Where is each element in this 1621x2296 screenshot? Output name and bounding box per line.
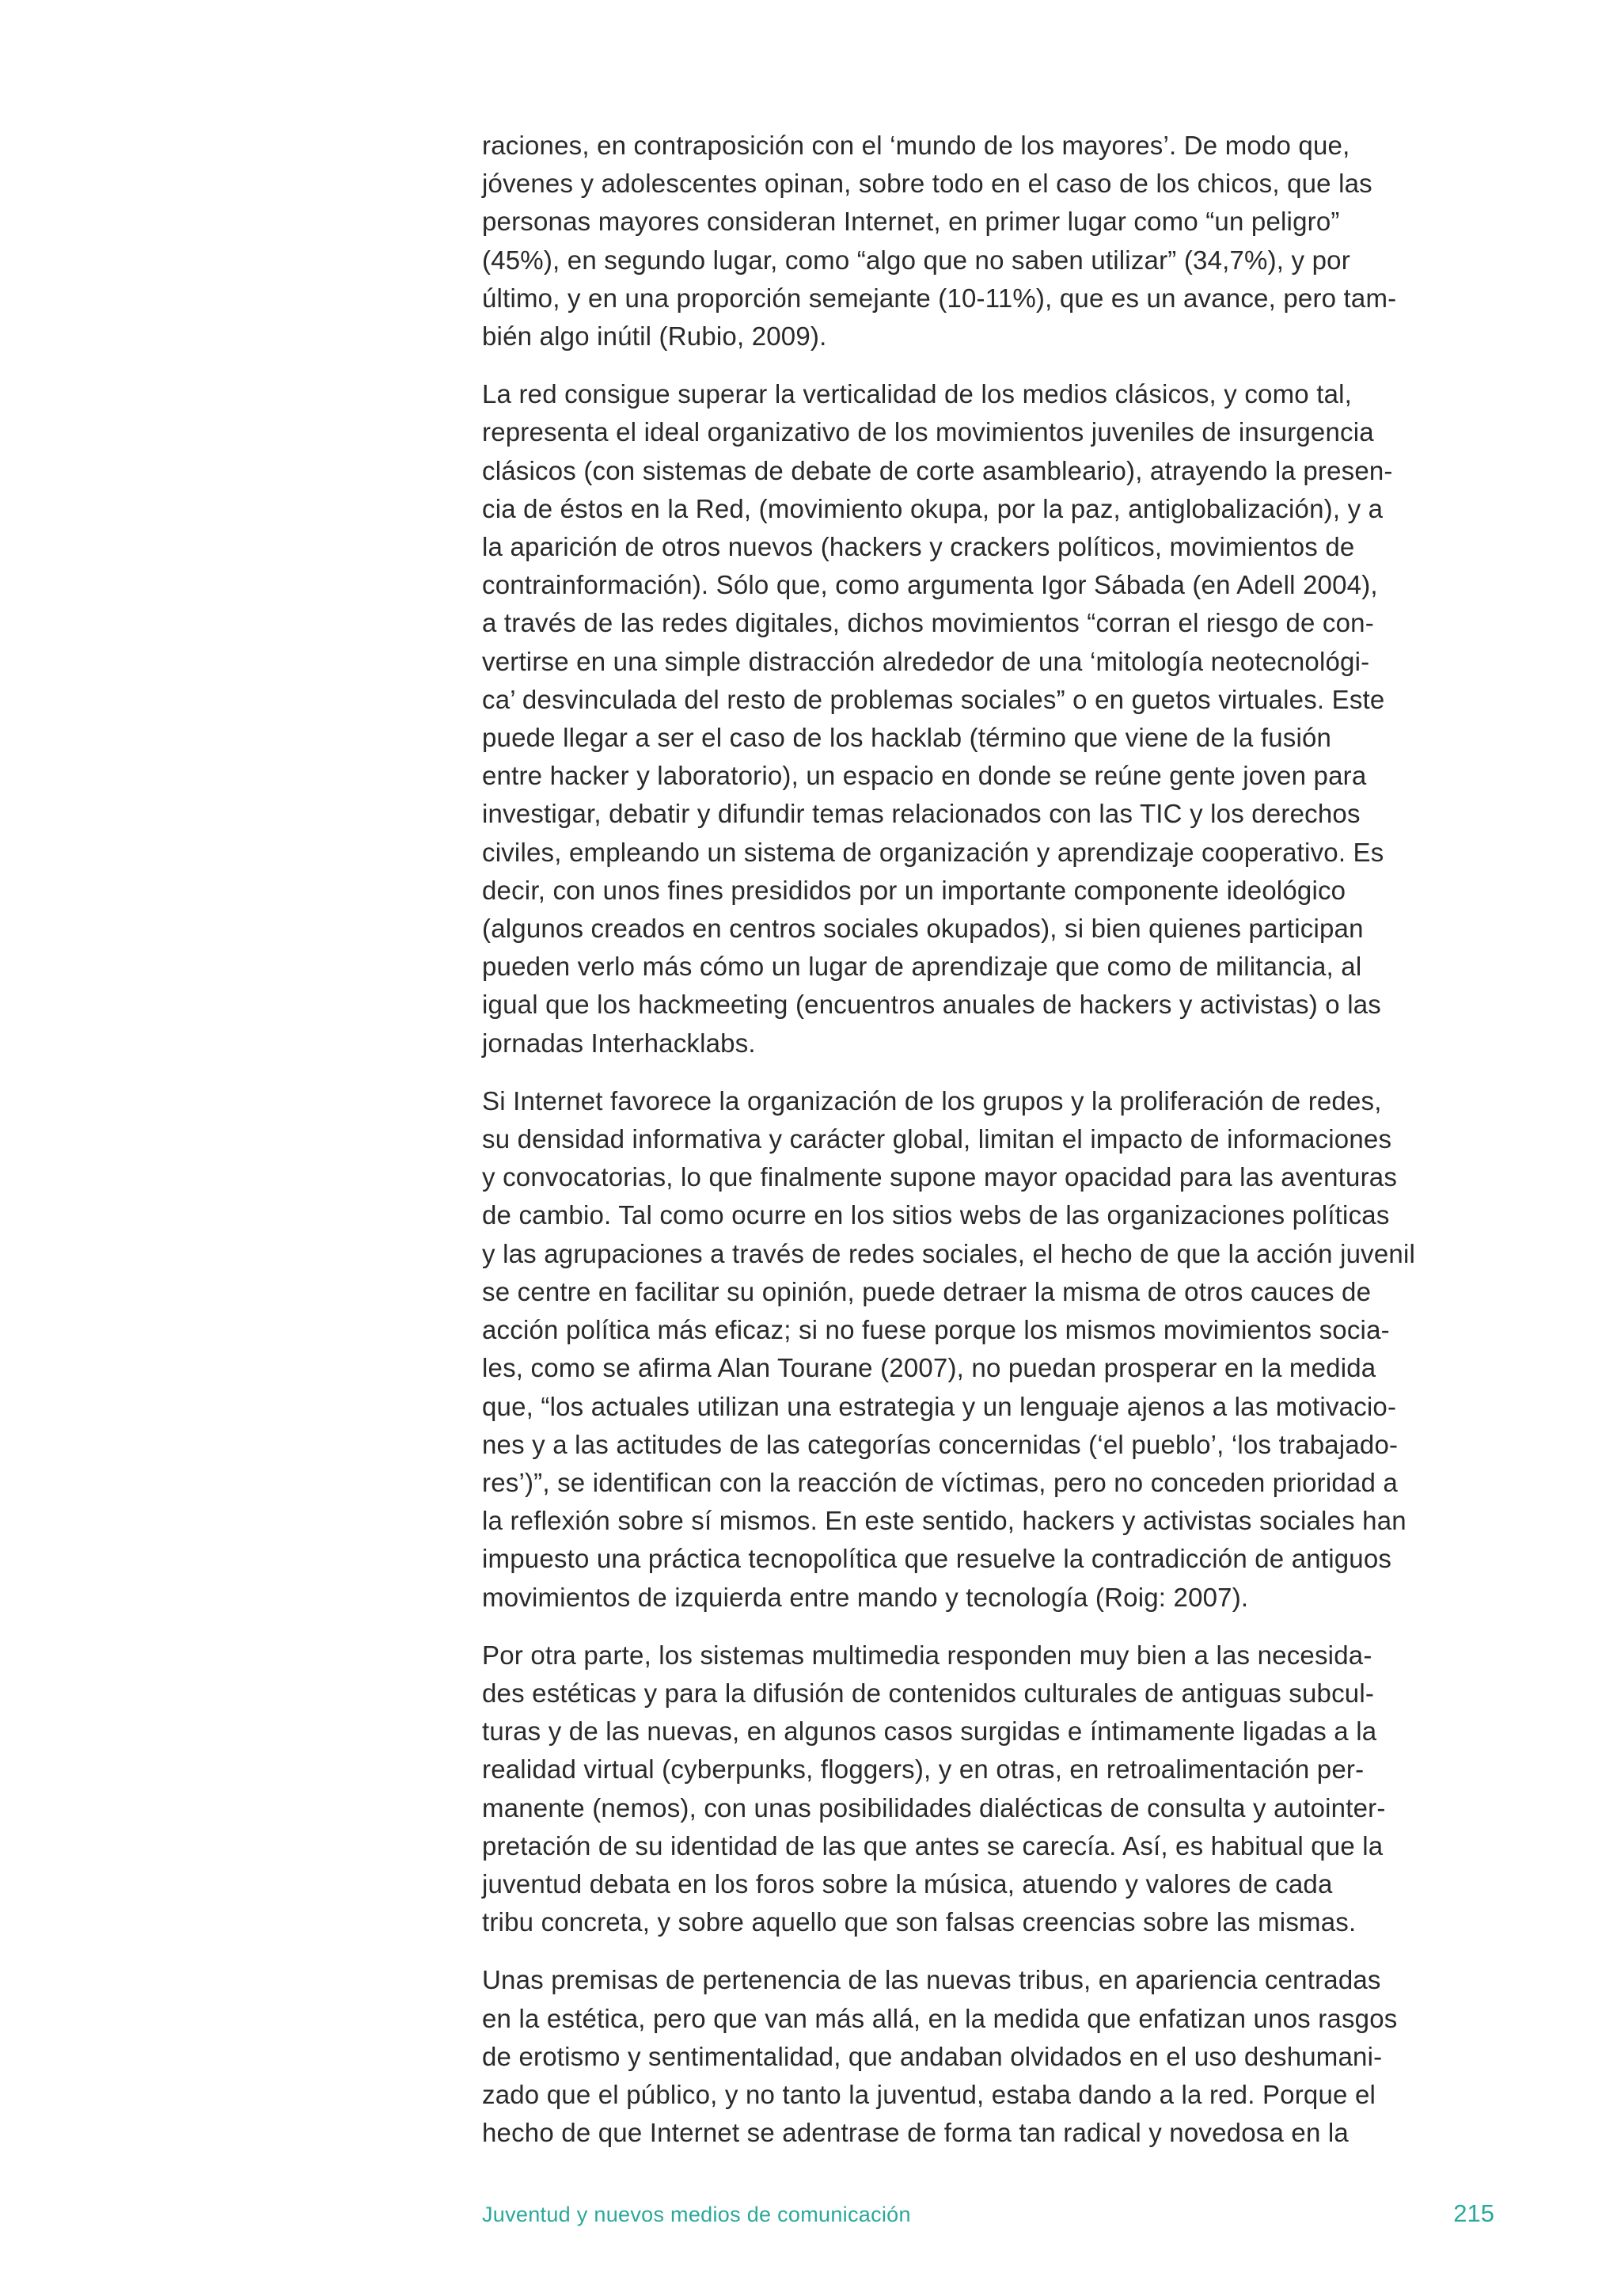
paragraph-3: Si Internet favorece la organización de los grupos y la proliferación de redes, su densidad informativa y carácter global, limitan el impacto de informaciones y convocatorias, lo que finalmente supone mayor opacidad para las aventuras de cambio. Tal como ocurre en los sitios webs de las organizaciones políticas y las agrupaciones a través de redes sociales, el hecho de que la acción juvenil se centre en facilitar su opinión, puede detraer la misma de otros cauces de acción política más eficaz; si no fuese porque los mismos movimientos socia- les, como se afirma Alan Tourane (2007), no puedan prosperar en la medida que, “los actuales utilizan una estrategia y un lenguaje ajenos a las motivacio- nes y a las actitudes de las categorías concernidas (‘el pueblo’, ‘los trabajado- res’)”, se identifican con la reacción de víctimas, pero no conceden prioridad a la reflexión sobre sí mismos. En este sentido, hackers y activistas sociales han impuesto una práctica tecnopolítica que resuelve la contradicción de antiguos movimientos de izquierda entre mando y tecnología (Roig: 2007). [482,1085,1416,1612]
footer-publication-title: Juventud y nuevos medios de comunicación [482,2203,911,2226]
body-text [482,127,1495,2172]
paragraph-2: La red consigue superar la verticalidad de los medios clásicos, y como tal, representa el ideal organizativo de los movimientos juveniles de insurgencia clásicos (con sistemas de debate de corte asambleario), atrayendo la presen- cia de éstos en la Red, (movimiento okupa, por la paz, antiglobalización), y a la aparición de otros nuevos (hackers y crackers políticos, movimientos de contrainformación). Sólo que, como argumenta Igor Sábada (en Adell 2004), a través de las redes digitales, dichos movimientos “corran el riesgo de con- vertirse en una simple distracción alrededor de una ‘mitología neotecnológi- ca’ desvinculada del resto de problemas sociales” o en guetos virtuales. Este puede llegar a ser el caso de los hacklab (término que viene de la fusión entre hacker y laboratorio), un espacio en donde se reúne gente joven para investigar, debatir y difundir temas relacionados con las TIC y los derechos civiles, empleando un sistema de organización y aprendizaje cooperativo. Es decir, con unos fines presididos por un importante componente ideológico (algunos creados en centros sociales okupados), si bien quienes participan pueden verlo más cómo un lugar de aprendizaje que como de militancia, al igual que los hackmeeting (encuentros anuales de hackers y activistas) o las jornadas Interhacklabs. [482,379,1393,1058]
paragraph-4: Por otra parte, los sistemas multimedia responden muy bien a las necesida- des estéticas y para la difusión de contenidos culturales de antiguas subcul- turas y de las nuevas, en algunos casos surgidas e íntimamente ligadas a la realidad virtual (cyberpunks, floggers), y en otras, en retroalimentación per- manente (nemos), con unas posibilidades dialécticas de consulta y autointer- pretación de su identidad de las que antes se carecía. Así, es habitual que la juventud debata en los foros sobre la música, atuendo y valores de cada tribu concreta, y sobre aquello que son falsas creencias sobre las mismas. [482,1640,1386,1937]
page-number: 215 [1453,2199,1494,2227]
paragraph-5: Unas premisas de pertenencia de las nuevas tribus, en apariencia centradas en la estética, pero que van más allá, en la medida que enfatizan unos rasgos de erotismo y sentimentalidad, que andaban olvidados en el uso deshumani- zado que el público, y no tanto la juventud, estaba dando a la red. Porque el hecho de que Internet se adentrase de forma tan radical y novedosa en la [482,1965,1398,2148]
paragraph-1: raciones, en contraposición con el ‘mundo de los mayores’. De modo que, jóvenes y adolescentes opinan, sobre todo en el caso de los chicos, que las personas mayores consideran Internet, en primer lugar como “un peligro” (45%), en segundo lugar, como “algo que no saben utilizar” (34,7%), y por último, y en una proporción semejante (10-11%), que es un avance, pero tam- bién algo inútil (Rubio, 2009). [482,131,1397,352]
